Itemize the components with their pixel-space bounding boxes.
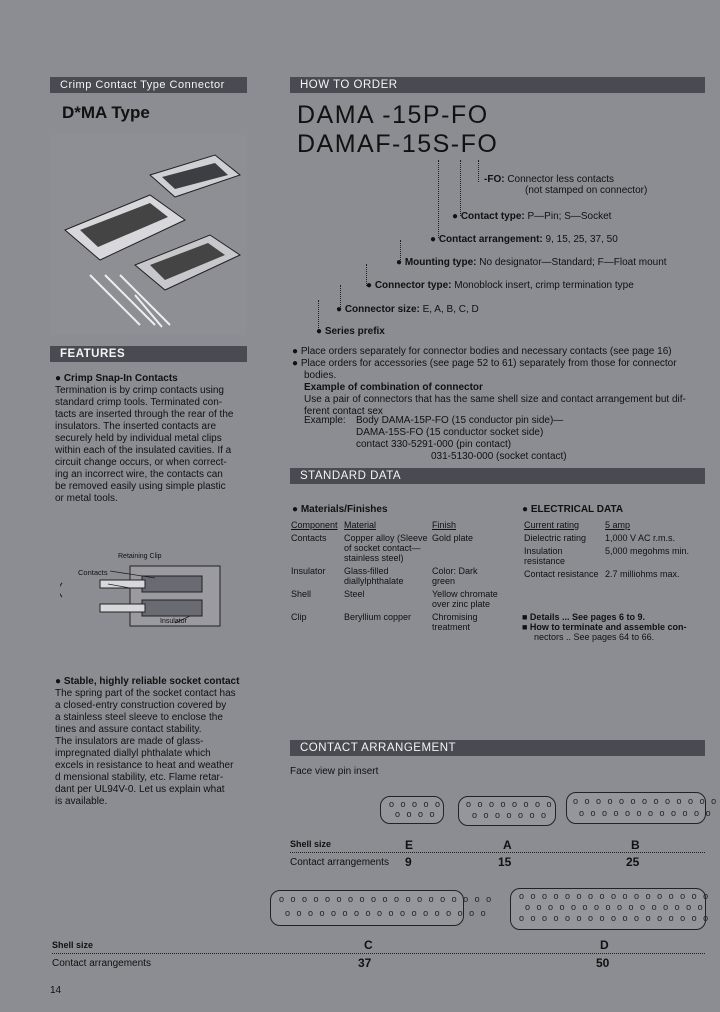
arrangement-37: 37 [358, 956, 372, 970]
row1-divider [290, 852, 705, 853]
callout-fo-note: (not stamped on connector) [525, 185, 648, 196]
electrical-header-row: Current rating 5 amp [524, 520, 631, 530]
arrangement-25: 25 [626, 855, 640, 869]
materials-title: ● Materials/Finishes [292, 504, 388, 515]
leader-contact-arr [438, 160, 439, 238]
callout-contact-type: ● Contact type: P—Pin; S—Socket [452, 211, 612, 222]
callout-fo: -FO: Connector less contacts [484, 174, 615, 185]
shell-size-a: A [503, 838, 512, 852]
details-notes: ■ Details ... See pages 6 to 9. ■ How to terminate and assemble con- nectors .. See pages 64 to 66. [522, 612, 687, 642]
table-row: Shell Steel Yellow chromate over zinc plate [291, 589, 498, 609]
table-row: Dielectric rating 1,000 V AC r.m.s. [524, 533, 676, 543]
crimp-diagram [60, 548, 240, 643]
callout-series-prefix: ● Series prefix [316, 326, 385, 337]
arrangement-50: 50 [596, 956, 610, 970]
section-header-crimp: Crimp Contact Type Connector [50, 77, 247, 93]
electrical-table [524, 520, 704, 582]
how-to-order-header: HOW TO ORDER [290, 77, 705, 93]
connector-25-drawing: o o o o o o o o o o o o o o o o o o o o o o o o o [566, 792, 706, 824]
callout-connector-type: ● Connector type: Monoblock insert, crimp termination type [366, 280, 634, 291]
shell-size-b: B [631, 838, 640, 852]
table-row: Insulation resistance 5,000 megohms min. [524, 546, 690, 566]
table-row: Insulator Glass-filled diallylphthalate Color: Dark green [291, 566, 478, 586]
connector-37-drawing: o o o o o o o o o o o o o o o o o o o o o o o o o o o o o o o o o o o o o [270, 890, 464, 926]
example-rows: Example: Body DAMA-15P-FO (15 conductor pin side)— DAMA-15S-FO (15 conductor socket side) contact 330-5291-000 (pin contact) 031-5130-000 (socket contact) [304, 415, 567, 462]
callout-connector-size: ● Connector size: E, A, B, C, D [336, 304, 479, 315]
materials-table [291, 520, 506, 635]
table-row: Clip Beryllium copper Chromising treatment [291, 612, 478, 632]
callout-mounting-type: ● Mounting type: No designator—Standard; F—Float mount [396, 257, 667, 268]
connector-50-drawing: o o o o o o o o o o o o o o o o o o o o o o o o o o o o o o o o o o o o o o o o o o o o o o o o o o [510, 888, 706, 930]
standard-data-header: STANDARD DATA [290, 468, 705, 484]
connector-15-drawing: o o o o o o o o o o o o o o o [458, 796, 556, 826]
leader-fo [478, 160, 479, 182]
row2-shell-size-label: Shell size [52, 940, 94, 950]
feature1-body: Termination is by crimp contacts using standard crimp tools. Terminated con- tacts are inserted through the rear of the insulators. The inserted contacts are securely held by individual metal clips within each of the insulated cavities. If a circuit change occurs, or when correct- ing an incorrect wire, the contacts can be removed easily using simple plastic or metal tools. [55, 385, 234, 504]
callout-contact-arrangement: ● Contact arrangement: 9, 15, 25, 37, 50 [430, 234, 618, 245]
leader-contact-type [460, 160, 461, 216]
arrangement-9: 9 [405, 855, 412, 869]
shell-size-c: C [364, 938, 373, 952]
row1-shell-size-label: Shell size [290, 839, 332, 849]
feature1-title: ● Crimp Snap-In Contacts [55, 373, 178, 384]
shell-size-d: D [600, 938, 609, 952]
feature2-body: The spring part of the socket contact has a closed-entry construction covered by a stainless steel sleeve to enclose the tines and assure contact stability. The insulators are made of glass- impregnated diallyl phthalate which excels in resistance to heat and weather d mensional stability, etc. Flame retar- dant per UL94V-0. Let us explain what is available. [55, 688, 236, 807]
order-notes: ● Place orders separately for connector bodies and necessary contacts (see page 16) ● Place orders for accessories (see page 52 to 61) separately from those for connector bodies. Example of combination of connector Use a pair of connectors that has the same shell size and contact arrangement but dif- ferent contact sex [292, 346, 686, 417]
label-contacts: Contacts [78, 568, 108, 577]
product-photo [50, 135, 247, 335]
label-retaining-clip: Retaining Clip [118, 553, 162, 560]
electrical-title: ● ELECTRICAL DATA [522, 504, 624, 515]
table-row: Contact resistance 2.7 milliohms max. [524, 569, 680, 579]
table-row: Contacts Copper alloy (Sleeve of socket contact— stainless steel) Gold plate [291, 533, 474, 563]
row1-arrangement-label: Contact arrangements [290, 857, 389, 868]
page-number: 14 [50, 985, 62, 996]
face-view-label: Face view pin insert [290, 766, 379, 777]
shell-size-e: E [405, 838, 414, 852]
order-code-2: DAMAF-15S-FO [297, 130, 499, 158]
connector-9-drawing: o o o o o o o o o [380, 796, 444, 824]
contact-arrangement-header: CONTACT ARRANGEMENT [290, 740, 705, 756]
row2-arrangement-label: Contact arrangements [52, 958, 151, 969]
label-insulator: Insulator [160, 618, 187, 625]
materials-header-row: Component Material Finish [291, 520, 457, 530]
feature2-title: ● Stable, highly reliable socket contact [55, 676, 240, 687]
arrangement-15: 15 [498, 855, 512, 869]
type-title: D*MA Type [62, 103, 150, 122]
row2-divider [52, 953, 705, 954]
features-header: FEATURES [50, 346, 247, 362]
order-code-1: DAMA -15P-FO [297, 101, 489, 129]
